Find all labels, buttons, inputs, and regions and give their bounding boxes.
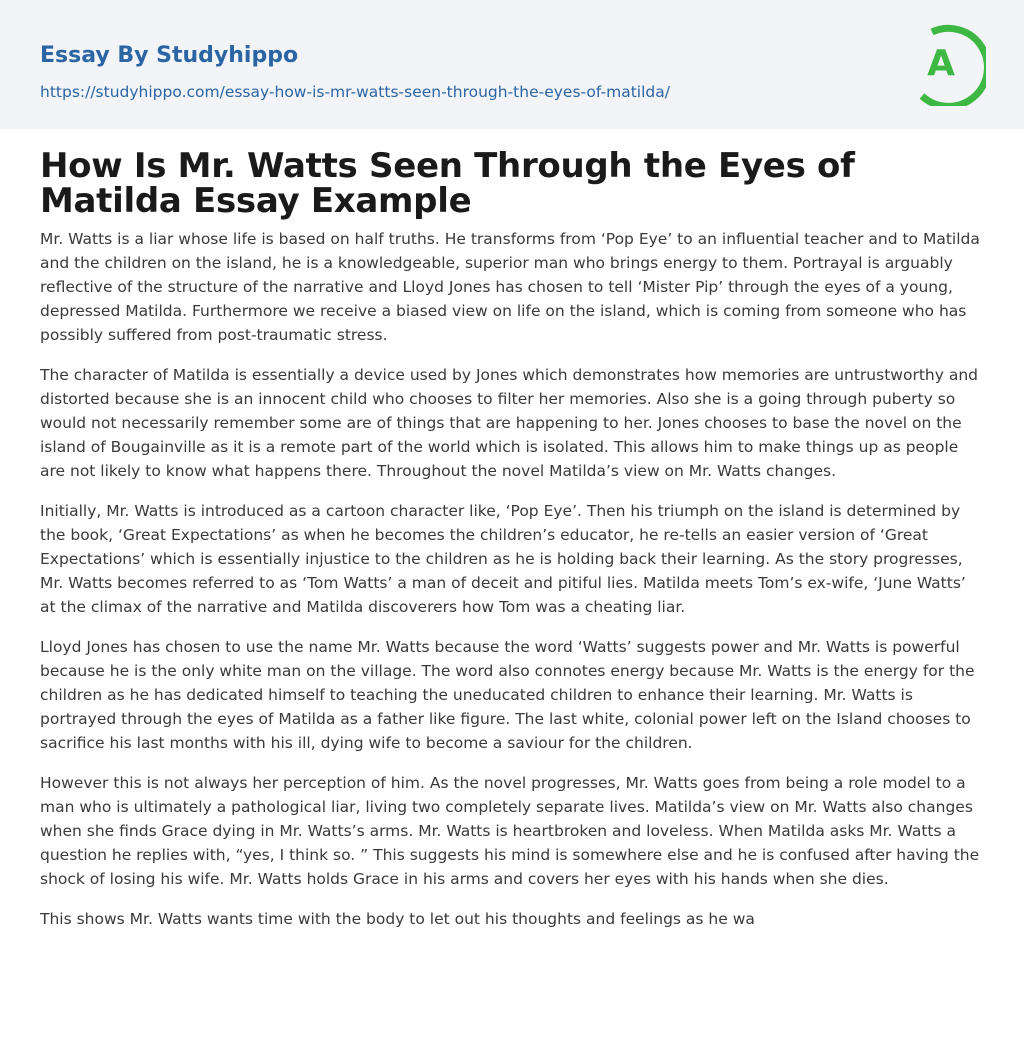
page-title: How Is Mr. Watts Seen Through the Eyes of Matilda Essay Example <box>40 146 855 221</box>
logo-letter: A <box>927 43 955 84</box>
essay-body <box>40 227 984 931</box>
essay-paragraph: Mr. Watts is a liar whose life is based on half truths. He transforms from ‘Pop Eye’ to an influential teacher and to Matilda and the children on the island, he is a knowledgeable, superior man who brings energy to them. Portrayal is arguably reflective of the structure of the narrative and Lloyd Jones has chosen to tell ‘Mister Pip’ through the eyes of a young, depressed Matilda. Furthermore we receive a biased view on life on the island, which is coming from someone who has possibly suffered from post-traumatic stress. <box>40 230 980 344</box>
essay-paragraph: The character of Matilda is essentially a device used by Jones which demonstrates how memories are untrustworthy and distorted because she is an innocent child who chooses to filter her memories. Also she is a going through puberty so would not necessarily remember some are of things that are happening to her. Jones chooses to base the novel on the island of Bougainville as it is a remote part of the world which is isolated. This allows him to make things up as people are not likely to know what happens there. Throughout the novel Matilda’s view on Mr. Watts changes. <box>40 366 978 480</box>
brand-title: Essay By Studyhippo <box>40 43 299 68</box>
article <box>0 129 1024 931</box>
essay-paragraph: Initially, Mr. Watts is introduced as a cartoon character like, ‘Pop Eye’. Then his triumph on the island is determined by the book, ‘Great Expectations’ as when he becomes the children’s educator, he re-tells an easier version of ‘Great Expectations’ which is essentially injustice to the children as he is holding back their learning. As the story progresses, Mr. Watts becomes referred to as ‘Tom Watts’ a man of deceit and pitiful lies. Matilda meets Tom’s ex-wife, ‘June Watts’ at the climax of the narrative and Matilda discoverers how Tom was a cheating liar. <box>40 502 966 616</box>
source-url-link[interactable]: https://studyhippo.com/essay-how-is-mr-watts-seen-through-the-eyes-of-matilda/ <box>40 83 670 101</box>
essay-paragraph: However this is not always her perception of him. As the novel progresses, Mr. Watts goes from being a role model to a man who is ultimately a pathological liar, living two completely separate lives. Matilda’s view on Mr. Watts also changes when she finds Grace dying in Mr. Watts’s arms. Mr. Watts is heartbroken and loveless. When Matilda asks Mr. Watts a question he replies with, “yes, I think so. ” This suggests his mind is somewhere else and he is confused after having the shock of losing his wife. Mr. Watts holds Grace in his arms and covers her eyes with his hands when she dies. <box>40 774 980 888</box>
site-header <box>0 0 1024 129</box>
studyhippo-logo-icon[interactable] <box>914 18 986 106</box>
essay-paragraph: This shows Mr. Watts wants time with the body to let out his thoughts and feelings as he wa <box>40 910 755 928</box>
essay-paragraph: Lloyd Jones has chosen to use the name Mr. Watts because the word ‘Watts’ suggests power and Mr. Watts is powerful because he is the only white man on the village. The word also connotes energy because Mr. Watts is the energy for the children as he has dedicated himself to teaching the uneducated children to enhance their learning. Mr. Watts is portrayed through the eyes of Matilda as a father like figure. The last white, colonial power left on the Island chooses to sacrifice his last months with his ill, dying wife to become a saviour for the children. <box>40 638 975 752</box>
